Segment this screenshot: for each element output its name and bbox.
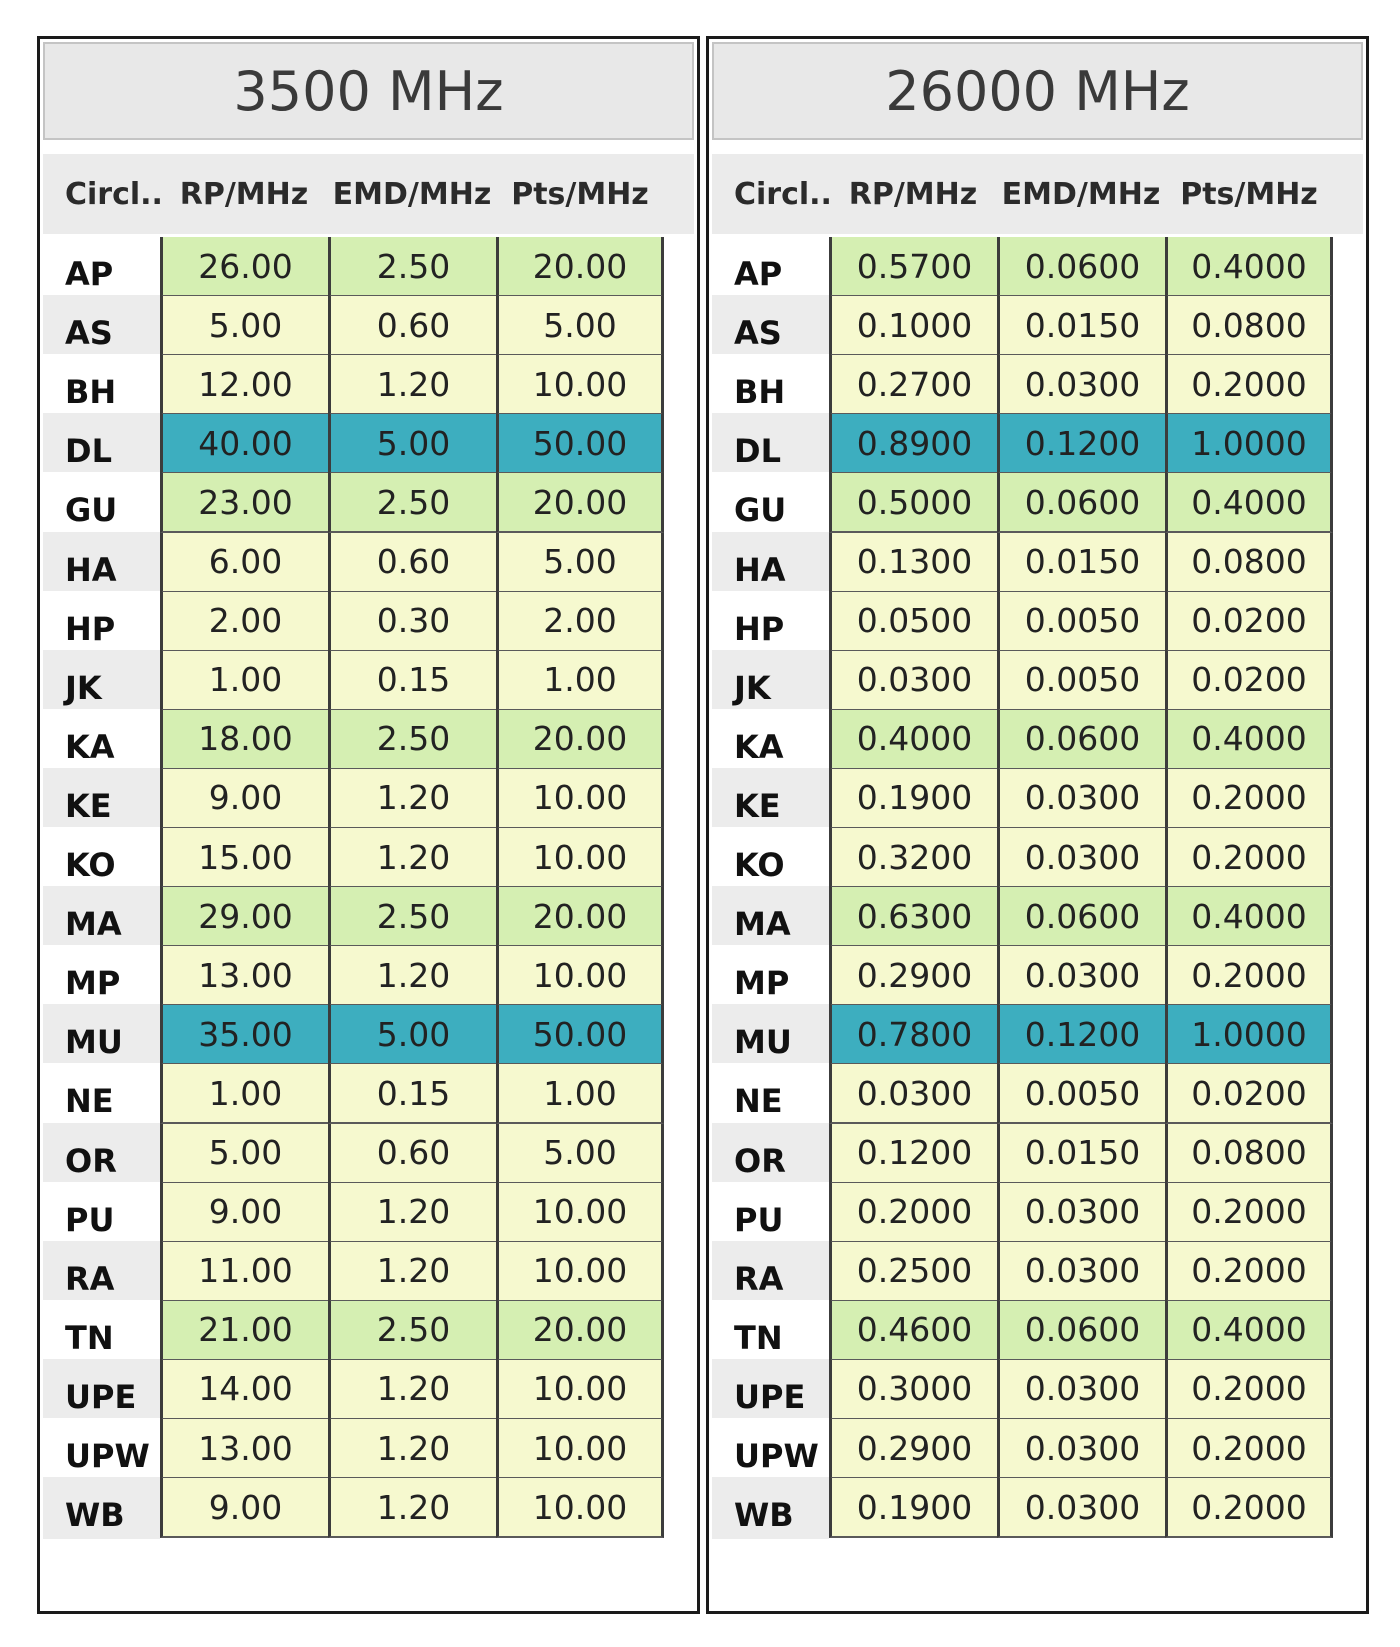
value-cell: 0.2000 xyxy=(1165,769,1333,829)
value-cell: 0.0600 xyxy=(997,237,1165,297)
table-row xyxy=(712,1359,1363,1421)
value-cell: 0.2000 xyxy=(1165,1183,1333,1243)
value-cell: 0.0300 xyxy=(997,1242,1165,1302)
value-cell: 1.00 xyxy=(496,1064,664,1124)
value-cell: 0.0150 xyxy=(997,533,1165,593)
table-title: 26000 MHz xyxy=(712,42,1363,140)
value-cell: 11.00 xyxy=(160,1242,328,1302)
value-cell: 0.2700 xyxy=(829,355,997,415)
circle-label: BH xyxy=(43,354,160,416)
value-cell: 0.0300 xyxy=(829,651,997,711)
value-cell: 0.0300 xyxy=(997,1183,1165,1243)
table-row xyxy=(43,354,694,416)
value-cell: 2.50 xyxy=(328,710,496,770)
table-row xyxy=(712,886,1363,948)
value-cell: 10.00 xyxy=(496,1478,664,1538)
value-cell: 0.2500 xyxy=(829,1242,997,1302)
table-row xyxy=(712,768,1363,830)
value-cell: 0.4000 xyxy=(1165,710,1333,770)
circle-label: HA xyxy=(43,532,160,594)
value-cell: 0.4600 xyxy=(829,1301,997,1361)
circle-label: KE xyxy=(43,768,160,830)
table-row xyxy=(43,650,694,712)
value-cell: 9.00 xyxy=(160,1478,328,1538)
value-cell: 20.00 xyxy=(496,710,664,770)
circle-label: DL xyxy=(712,413,829,475)
value-cell: 0.1200 xyxy=(997,1005,1165,1065)
circle-label: PU xyxy=(712,1182,829,1244)
table-row xyxy=(712,1418,1363,1480)
value-cell: 5.00 xyxy=(160,296,328,356)
value-cell: 0.2900 xyxy=(829,1419,997,1479)
circle-label: RA xyxy=(712,1241,829,1303)
circle-label: MP xyxy=(43,945,160,1007)
table-row xyxy=(43,236,694,298)
table-row xyxy=(43,1063,694,1125)
value-cell: 10.00 xyxy=(496,828,664,888)
table-row xyxy=(43,886,694,948)
value-cell: 1.0000 xyxy=(1165,414,1333,474)
value-cell: 1.20 xyxy=(328,828,496,888)
table-row xyxy=(712,295,1363,357)
value-cell: 0.2000 xyxy=(1165,1419,1333,1479)
table-row xyxy=(43,1300,694,1362)
value-cell: 0.4000 xyxy=(829,710,997,770)
table-row xyxy=(712,1241,1363,1303)
table-row xyxy=(43,945,694,1007)
circle-label: OR xyxy=(43,1123,160,1185)
value-cell: 5.00 xyxy=(496,296,664,356)
table-row xyxy=(712,827,1363,889)
header-row xyxy=(712,154,1363,234)
value-cell: 9.00 xyxy=(160,769,328,829)
value-cell: 0.0200 xyxy=(1165,1064,1333,1124)
value-cell: 1.20 xyxy=(328,769,496,829)
value-cell: 0.60 xyxy=(328,1124,496,1184)
table-row xyxy=(712,472,1363,534)
value-cell: 35.00 xyxy=(160,1005,328,1065)
value-cell: 0.1200 xyxy=(829,1124,997,1184)
circle-label: AS xyxy=(712,295,829,357)
value-cell: 0.0600 xyxy=(997,887,1165,947)
table-row xyxy=(43,591,694,653)
value-cell: 0.30 xyxy=(328,592,496,652)
value-cell: 1.00 xyxy=(160,1064,328,1124)
value-cell: 0.0300 xyxy=(997,1360,1165,1420)
value-cell: 0.0050 xyxy=(997,651,1165,711)
value-cell: 0.0300 xyxy=(997,355,1165,415)
value-cell: 0.0300 xyxy=(997,1419,1165,1479)
value-cell: 20.00 xyxy=(496,887,664,947)
header-rp: RP/MHz xyxy=(848,176,978,212)
table-row xyxy=(43,1418,694,1480)
value-cell: 10.00 xyxy=(496,1360,664,1420)
value-cell: 0.2000 xyxy=(1165,1478,1333,1538)
header-row xyxy=(43,154,694,234)
circle-label: WB xyxy=(43,1477,160,1539)
table-row xyxy=(712,1004,1363,1066)
value-cell: 0.0050 xyxy=(997,592,1165,652)
table-26000-mhz xyxy=(706,36,1369,1614)
value-cell: 5.00 xyxy=(496,533,664,593)
value-cell: 0.3200 xyxy=(829,828,997,888)
circle-label: UPW xyxy=(712,1418,829,1480)
value-cell: 0.0300 xyxy=(997,828,1165,888)
value-cell: 0.0300 xyxy=(997,769,1165,829)
circle-label: TN xyxy=(712,1300,829,1362)
table-row xyxy=(43,532,694,594)
value-cell: 1.20 xyxy=(328,355,496,415)
value-cell: 0.7800 xyxy=(829,1005,997,1065)
value-cell: 0.5700 xyxy=(829,237,997,297)
value-cell: 20.00 xyxy=(496,1301,664,1361)
value-cell: 20.00 xyxy=(496,237,664,297)
circle-label: JK xyxy=(43,650,160,712)
value-cell: 2.00 xyxy=(496,592,664,652)
value-cell: 1.20 xyxy=(328,1419,496,1479)
table-row xyxy=(712,413,1363,475)
value-cell: 0.2000 xyxy=(1165,355,1333,415)
table-row xyxy=(43,1241,694,1303)
header-circle: Circl.. xyxy=(734,176,832,212)
value-cell: 0.0300 xyxy=(829,1064,997,1124)
value-cell: 5.00 xyxy=(328,1005,496,1065)
table-row xyxy=(43,827,694,889)
value-cell: 0.0600 xyxy=(997,473,1165,533)
value-cell: 0.1900 xyxy=(829,1478,997,1538)
value-cell: 12.00 xyxy=(160,355,328,415)
header-pts: Pts/MHz xyxy=(511,176,649,212)
value-cell: 0.4000 xyxy=(1165,473,1333,533)
value-cell: 0.2900 xyxy=(829,946,997,1006)
table-row xyxy=(712,709,1363,771)
header-circle: Circl.. xyxy=(65,176,163,212)
value-cell: 10.00 xyxy=(496,1419,664,1479)
value-cell: 0.1000 xyxy=(829,296,997,356)
value-cell: 10.00 xyxy=(496,355,664,415)
value-cell: 0.2000 xyxy=(1165,1242,1333,1302)
circle-label: AP xyxy=(43,236,160,298)
value-cell: 0.2000 xyxy=(829,1183,997,1243)
value-cell: 0.4000 xyxy=(1165,237,1333,297)
value-cell: 0.0300 xyxy=(997,946,1165,1006)
value-cell: 1.00 xyxy=(160,651,328,711)
table-row xyxy=(712,1477,1363,1539)
circle-label: MA xyxy=(43,886,160,948)
circle-label: KE xyxy=(712,768,829,830)
value-cell: 21.00 xyxy=(160,1301,328,1361)
table-row xyxy=(43,768,694,830)
value-cell: 5.00 xyxy=(496,1124,664,1184)
circle-label: KO xyxy=(43,827,160,889)
circle-label: DL xyxy=(43,413,160,475)
value-cell: 13.00 xyxy=(160,946,328,1006)
table-row xyxy=(43,1359,694,1421)
value-cell: 10.00 xyxy=(496,1183,664,1243)
value-cell: 0.2000 xyxy=(1165,1360,1333,1420)
circle-label: UPW xyxy=(43,1418,160,1480)
value-cell: 2.50 xyxy=(328,237,496,297)
value-cell: 0.0200 xyxy=(1165,592,1333,652)
value-cell: 1.20 xyxy=(328,1360,496,1420)
table-row xyxy=(712,650,1363,712)
table-row xyxy=(712,1123,1363,1185)
value-cell: 0.4000 xyxy=(1165,887,1333,947)
circle-label: NE xyxy=(712,1063,829,1125)
table-row xyxy=(712,1063,1363,1125)
circle-label: KA xyxy=(712,709,829,771)
value-cell: 0.0150 xyxy=(997,1124,1165,1184)
circle-label: TN xyxy=(43,1300,160,1362)
table-row xyxy=(43,1477,694,1539)
value-cell: 0.0300 xyxy=(997,1478,1165,1538)
table-row xyxy=(712,1300,1363,1362)
value-cell: 23.00 xyxy=(160,473,328,533)
table-row xyxy=(712,532,1363,594)
value-cell: 26.00 xyxy=(160,237,328,297)
value-cell: 0.1200 xyxy=(997,414,1165,474)
table-row xyxy=(43,1123,694,1185)
circle-label: GU xyxy=(43,472,160,534)
value-cell: 50.00 xyxy=(496,414,664,474)
circle-label: MA xyxy=(712,886,829,948)
header-pts: Pts/MHz xyxy=(1180,176,1318,212)
value-cell: 0.15 xyxy=(328,1064,496,1124)
value-cell: 1.20 xyxy=(328,1183,496,1243)
value-cell: 0.0800 xyxy=(1165,1124,1333,1184)
circle-label: HP xyxy=(712,591,829,653)
value-cell: 2.50 xyxy=(328,887,496,947)
circle-label: UPE xyxy=(712,1359,829,1421)
header-emd: EMD/MHz xyxy=(1001,176,1161,212)
value-cell: 0.2000 xyxy=(1165,828,1333,888)
circle-label: AP xyxy=(712,236,829,298)
circle-label: OR xyxy=(712,1123,829,1185)
value-cell: 2.50 xyxy=(328,1301,496,1361)
value-cell: 0.0600 xyxy=(997,710,1165,770)
table-3500-mhz xyxy=(37,36,700,1614)
value-cell: 0.8900 xyxy=(829,414,997,474)
table-row xyxy=(712,1182,1363,1244)
header-rp: RP/MHz xyxy=(179,176,309,212)
value-cell: 6.00 xyxy=(160,533,328,593)
circle-label: UPE xyxy=(43,1359,160,1421)
table-row xyxy=(43,1004,694,1066)
value-cell: 1.00 xyxy=(496,651,664,711)
table-row xyxy=(43,709,694,771)
table-row xyxy=(43,295,694,357)
value-cell: 0.0800 xyxy=(1165,533,1333,593)
circle-label: PU xyxy=(43,1182,160,1244)
value-cell: 0.6300 xyxy=(829,887,997,947)
table-row xyxy=(712,591,1363,653)
value-cell: 5.00 xyxy=(160,1124,328,1184)
value-cell: 1.20 xyxy=(328,1478,496,1538)
circle-label: HA xyxy=(712,532,829,594)
value-cell: 0.1300 xyxy=(829,533,997,593)
value-cell: 0.0150 xyxy=(997,296,1165,356)
value-cell: 15.00 xyxy=(160,828,328,888)
value-cell: 0.0200 xyxy=(1165,651,1333,711)
value-cell: 0.2000 xyxy=(1165,946,1333,1006)
circle-label: GU xyxy=(712,472,829,534)
table-row xyxy=(712,354,1363,416)
value-cell: 10.00 xyxy=(496,946,664,1006)
circle-label: MU xyxy=(43,1004,160,1066)
circle-label: WB xyxy=(712,1477,829,1539)
value-cell: 1.20 xyxy=(328,1242,496,1302)
value-cell: 5.00 xyxy=(328,414,496,474)
circle-label: KA xyxy=(43,709,160,771)
value-cell: 1.0000 xyxy=(1165,1005,1333,1065)
value-cell: 0.3000 xyxy=(829,1360,997,1420)
table-row xyxy=(43,413,694,475)
table-row xyxy=(43,472,694,534)
table-row xyxy=(43,1182,694,1244)
value-cell: 18.00 xyxy=(160,710,328,770)
circle-label: JK xyxy=(712,650,829,712)
value-cell: 29.00 xyxy=(160,887,328,947)
header-emd: EMD/MHz xyxy=(332,176,492,212)
table-title: 3500 MHz xyxy=(43,42,694,140)
value-cell: 0.5000 xyxy=(829,473,997,533)
value-cell: 10.00 xyxy=(496,1242,664,1302)
table-row xyxy=(712,945,1363,1007)
circle-label: MU xyxy=(712,1004,829,1066)
value-cell: 2.00 xyxy=(160,592,328,652)
value-cell: 0.15 xyxy=(328,651,496,711)
value-cell: 20.00 xyxy=(496,473,664,533)
value-cell: 40.00 xyxy=(160,414,328,474)
circle-label: BH xyxy=(712,354,829,416)
circle-label: AS xyxy=(43,295,160,357)
table-row xyxy=(712,236,1363,298)
circle-label: HP xyxy=(43,591,160,653)
circle-label: KO xyxy=(712,827,829,889)
value-cell: 0.1900 xyxy=(829,769,997,829)
value-cell: 0.60 xyxy=(328,533,496,593)
value-cell: 0.0050 xyxy=(997,1064,1165,1124)
circle-label: RA xyxy=(43,1241,160,1303)
value-cell: 14.00 xyxy=(160,1360,328,1420)
value-cell: 13.00 xyxy=(160,1419,328,1479)
value-cell: 0.0800 xyxy=(1165,296,1333,356)
value-cell: 2.50 xyxy=(328,473,496,533)
circle-label: NE xyxy=(43,1063,160,1125)
circle-label: MP xyxy=(712,945,829,1007)
value-cell: 0.0500 xyxy=(829,592,997,652)
value-cell: 50.00 xyxy=(496,1005,664,1065)
value-cell: 10.00 xyxy=(496,769,664,829)
value-cell: 0.0600 xyxy=(997,1301,1165,1361)
value-cell: 0.4000 xyxy=(1165,1301,1333,1361)
value-cell: 1.20 xyxy=(328,946,496,1006)
value-cell: 0.60 xyxy=(328,296,496,356)
value-cell: 9.00 xyxy=(160,1183,328,1243)
